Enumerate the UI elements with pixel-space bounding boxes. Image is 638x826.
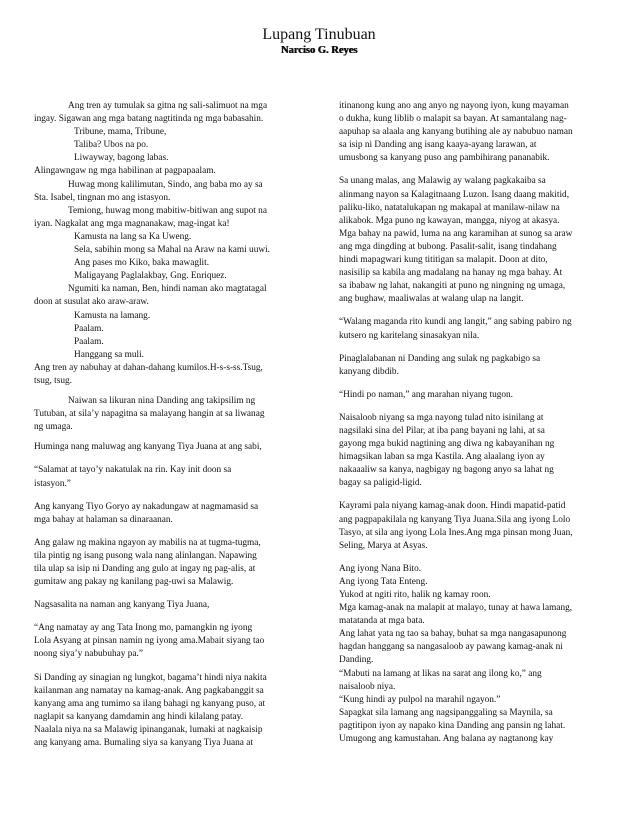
document-title: Lupang Tinubuan bbox=[262, 26, 376, 43]
paragraph: Sela, sabihin mong sa Mahal na Araw na kami uuwi. bbox=[74, 245, 270, 256]
paragraph: “Hindi po naman,” ang marahan niyang tugon. bbox=[339, 389, 514, 400]
paragraph: Ang galaw ng makina ngayon ay mabilis na at tugma-tugma, tila pintig ng isang pusong wala nang alinlangan. Napawing tila ulap sa isip ni Danding ang gulo at ingay ng pag-alis, at gumitaw ang pakay ng kanilang pag-uwi sa Malawig. bbox=[34, 537, 261, 588]
paragraph: Pinaglalabanan ni Danding ang sulak ng pagkabigo sa kanyang dibdib. bbox=[339, 353, 541, 377]
paragraph: “Walang maganda rito kundi ang langit,” ang sabing pabiro ng kutsero ng karitelang sinasakyan nila. bbox=[339, 317, 572, 341]
paragraph: Sa unang malas, ang Malawig ay walang pagkakaiba sa alinmang nayon sa Kalagitnaang Luzon. Isang daang makitid, paliku-liko, natatalukapan ng makapal at manilaw-nilaw na alikabok. Mga puno ng kawayan, mangga, niyog at akasya. Mga bahay na pawid, luma na ang karamihan at sunog sa araw ang mga dingding at bubong. Pasalit-salit, isang tindahang hindi mapagwari kung tititigan sa malapit. Doon at dito, nasisilip sa kabila ang madalang na hanay ng mga bahay. At sa ibabaw ng lahat, nakangiti at puno ng ningning ng umaga, ang bughaw, maaliwalas at walang ulap na langit. bbox=[339, 176, 573, 305]
paragraph: Alingawngaw ng mga habilinan at pagpapaalam. bbox=[34, 166, 216, 177]
paragraph: Naiwan sa likuran nina Danding ang takipsilim ng Tutuban, at sila’y napagitna sa malayang hangin at sa liwanag ng umaga. bbox=[34, 396, 265, 433]
paragraph: Ang tren ay nabuhay at dahan-dahang kumilos.H-s-s-ss.Tsug, tsug, tsug. bbox=[34, 362, 263, 386]
paragraph: Nagsasalita na naman ang kanyang Tiya Juana, bbox=[34, 600, 210, 611]
paragraph: Ang kanyang Tiyo Goryo ay nakadungaw at nagmamasid sa mga bahay at halaman sa dinaraanan. bbox=[34, 501, 259, 525]
paragraph: Kamusta na lamang. bbox=[74, 310, 151, 321]
paragraph: Huminga nang maluwag ang kanyang Tiya Juana at ang sabi, bbox=[34, 442, 262, 453]
right-column bbox=[339, 100, 607, 746]
paragraph: Tribune, mama, Tribune, bbox=[74, 127, 167, 138]
paragraph: Paalam. bbox=[74, 323, 104, 334]
paragraph: Hanggang sa muli. bbox=[74, 349, 144, 360]
paragraph: Naisaloob niyang sa mga nayong tulad nito isinilang at nagsilaki sina del Pilar, at iba pang bayani ng lahi, at sa gayong mga bukid nagtining ang diwa ng kabayanihan ng himagsikan laban sa mga Kastila. Ang alaalang iyon ay nakaaaliw sa kanya, nagbigay ng bagong anyo sa lahat ng bagay sa paligid-ligid. bbox=[339, 412, 555, 489]
paragraph: Si Danding ay sinagian ng lungkot, bagama’t hindi niya nakita kailanman ang namatay na kamag-anak. Ang pagkabanggit sa kanyang ama ang tumimo sa ilang bahagi ng kanyang puso, at naglapit sa kanyang damdamin ang hindi kilalang patay. Naalala niya na sa Malawig ipinanganak, lumaki at nagkaisip ang kanyang ama. Bumaling siya sa kanyang Tiya Juana at bbox=[34, 672, 267, 749]
paragraph: Ngumiti ka naman, Ben, hindi naman ako magtatagal doon at susulat ako araw-araw. bbox=[34, 284, 267, 308]
paragraph: Maligayang Paglalakbay, Gng. Enriquez. bbox=[74, 271, 227, 282]
paragraph: Ang iyong Nana Bito. Ang iyong Tata Enteng. Yukod at ngiti rito, halik ng kamay roon. Mga kamag-anak na malapit at malayo, tunay at hawa lamang, matatanda at mga bata. Ang lahat yata ng tao sa bahay, buhat sa mga nangasapunong hagdan hanggang sa nangasaloob ay pawang kamag-anak ni Danding. “Mabuti na lamang at likas na sarat ang ilong ko,” ang naisaloob niya. “Kung hindi ay pulpol na marahil ngayon.” Sapagkat sila lamang ang nagsipanggaling sa Maynila, sa pagtitipon iyon ay napako kina Danding ang pansin ng lahat. Umugong ang kamustahan. Ang balana ay nagtanong kay bbox=[339, 563, 573, 745]
paragraph: Paalam. bbox=[74, 336, 104, 347]
paragraph: itinanong kung ano ang anyo ng nayong iyon, kung mayaman o dukha, kung liblib o malapit sa bayan. At samantalang nag- aapuhap sa alaala ang kanyang butihing ale ay nabubuo naman sa isip ni Danding ang isang kaaya-ayang larawan, at umusbong sa kanyang puso ang pambihirang pananabik. bbox=[339, 101, 573, 164]
paragraph: Huwag mong kalilimutan, Sindo, ang baba mo ay sa Sta. Isabel, tingnan mo ang istasyon. bbox=[34, 179, 263, 203]
paragraph: “Ang namatay ay ang Tata Inong mo, pamangkin ng iyong Lola Asyang at pinsan namin ng iyong ama.Mabait siyang tao noong siya’y nabubuhay pa.” bbox=[34, 623, 265, 660]
left-column bbox=[34, 100, 306, 750]
paragraph: “Salamat at tayo’y nakatulak na rin. Kay init doon sa istasyon.” bbox=[34, 465, 232, 489]
paragraph: Kayrami pala niyang kamag-anak doon. Hindi mapatid-patid ang pagpapakilala ng kanyang Tiya Juana.Sila ang iyong Lolo Tasyo, at sila ang iyong Lola Ines.Ang mga pinsan mong Juan, Seling, Marya at Asyas. bbox=[339, 501, 573, 551]
paragraph: Ang tren ay tumulak sa gitna ng sali-salimuot na mga ingay. Sigawan ang mga batang nagtitinda ng mga babasahin. bbox=[34, 101, 268, 125]
paragraph: Taliba? Ubos na po. bbox=[74, 140, 149, 151]
paragraph: Liwayway, bagong labas. bbox=[74, 153, 169, 164]
document-author: Narciso G. Reyes bbox=[280, 45, 358, 56]
paragraph: Ang pases mo Kiko, baka mawaglit. bbox=[74, 258, 210, 269]
paragraph: Temiong, huwag mong mabitiw-bitiwan ang supot na iyan. Nagkalat ang mga magnanakaw, mag-ingat ka! bbox=[34, 205, 267, 229]
paragraph: Kamusta na lang sa Ka Uweng. bbox=[74, 231, 192, 242]
